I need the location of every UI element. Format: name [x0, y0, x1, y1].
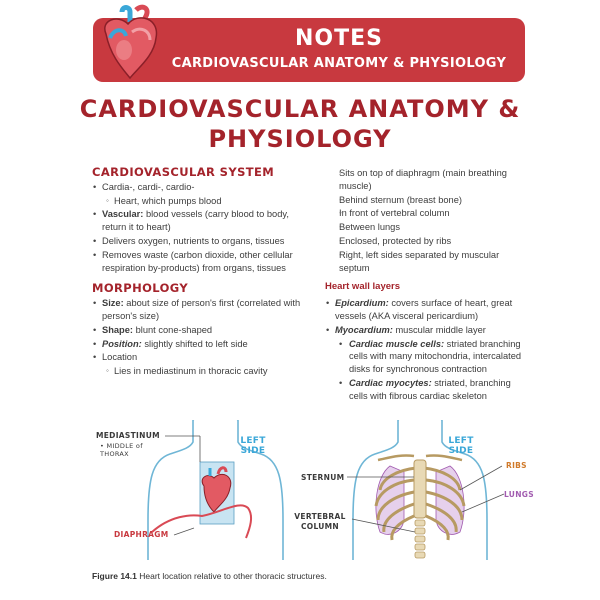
list-item-text: Sits on top of diaphragm (main breathing muscle) — [339, 168, 507, 191]
right-column — [325, 167, 525, 404]
lungs-label: LUNGS — [504, 490, 534, 499]
term: Vascular: — [102, 209, 144, 220]
page-title-line-2: PHYSIOLOGY — [208, 125, 392, 153]
list-item — [92, 338, 302, 351]
list-item — [92, 181, 302, 194]
list-item-text: Delivers oxygen, nutrients to organs, tissues — [102, 235, 285, 246]
banner-title: NOTES — [295, 26, 383, 51]
list-item-text: about size of person's first (correlated with person's size) — [102, 298, 301, 321]
term: Epicardium: — [335, 298, 389, 309]
left-side-label-2: LEFT SIDE — [448, 436, 474, 456]
list-item-text: Location — [102, 352, 138, 363]
list-item — [92, 249, 302, 275]
list-item — [335, 377, 525, 403]
list-item — [92, 324, 302, 337]
caption-number: Figure 14.1 — [92, 571, 137, 581]
sternum-label: STERNUM — [301, 473, 345, 482]
middle-of-thorax-label: • MIDDLE of THORAX — [100, 442, 143, 458]
cardiovascular-system-heading: CARDIOVASCULAR SYSTEM — [92, 165, 275, 179]
clavicles — [378, 455, 462, 460]
list-item-text: Enclosed, protected by ribs — [339, 235, 452, 246]
location-details-list — [325, 167, 525, 274]
list-item — [325, 221, 525, 234]
list-item-text: In front of vertebral column — [339, 208, 450, 219]
diaphragm-label: DIAPHRAGM — [114, 530, 169, 539]
sternum-bone — [414, 460, 426, 518]
term: Position: — [102, 338, 142, 349]
morphology-heading: MORPHOLOGY — [92, 281, 189, 296]
term: Cardiac myocytes: — [349, 377, 432, 388]
thorax-figure — [90, 420, 534, 560]
list-item — [92, 365, 302, 378]
heart-wall-layers-heading: Heart wall layers — [325, 281, 400, 293]
list-item-text: covers surface of heart, great vessels (AKA visceral pericardium) — [335, 298, 513, 321]
list-item-text: slightly shifted to left side — [141, 338, 248, 349]
list-item — [325, 249, 525, 275]
list-item-text: Heart, which pumps blood — [114, 195, 222, 206]
caption-text: Heart location relative to other thoracic structures. — [136, 571, 327, 581]
list-item-text: Right, left sides separated by muscular septum — [339, 249, 500, 273]
list-item — [325, 194, 525, 207]
term: Myocardium: — [335, 324, 393, 335]
list-item-text: Removes waste (carbon dioxide, other cellular respiration by-products) from organs, tissues — [102, 249, 293, 273]
list-item-text: Cardia-, cardi-, cardio- — [102, 181, 195, 192]
list-item — [325, 235, 525, 248]
list-item-text: striated branching cells with many mitochondria, intercalated disks for synchronous contraction — [349, 338, 522, 375]
vertebrae — [415, 520, 425, 558]
list-item-text: muscular middle layer — [392, 324, 486, 335]
list-item — [92, 297, 302, 323]
heart-icon — [96, 4, 168, 82]
list-item — [335, 338, 525, 376]
term: Shape: — [102, 324, 133, 335]
list-item — [92, 208, 302, 234]
list-item — [92, 235, 302, 248]
list-item-text: striated, branching cells with fibrous cardiac skeleton — [349, 377, 511, 401]
list-item-text: blood vessels (carry blood to body, return it to heart) — [102, 209, 289, 233]
term: Size: — [102, 298, 124, 309]
left-side-label-1: LEFT SIDE — [240, 436, 266, 456]
list-item — [325, 297, 525, 323]
list-item — [325, 167, 525, 193]
left-column — [92, 166, 302, 379]
page-title-line-1: CARDIOVASCULAR ANATOMY & — [79, 95, 521, 123]
list-item-text: Between lungs — [339, 222, 400, 233]
morphology-list — [92, 297, 302, 378]
banner-subtitle: CARDIOVASCULAR ANATOMY & PHYSIOLOGY — [171, 56, 507, 71]
page-title — [0, 94, 600, 154]
list-item — [92, 351, 302, 364]
list-item-text: blunt cone-shaped — [133, 324, 213, 335]
heart-wall-layers-list — [325, 297, 525, 402]
cardiovascular-system-list — [92, 181, 302, 275]
list-item — [92, 195, 302, 208]
ribs-label: RIBS — [506, 461, 527, 470]
term: Cardiac muscle cells: — [349, 338, 445, 349]
list-item — [325, 324, 525, 337]
vertebral-column-label: VERTEBRAL COLUMN — [294, 512, 346, 531]
list-item-text: Behind sternum (breast bone) — [339, 194, 462, 205]
figure-caption — [92, 571, 327, 581]
list-item — [325, 207, 525, 220]
list-item-text: Lies in mediastinum in thoracic cavity — [114, 366, 268, 377]
mediastinum-label: MEDIASTINUM — [96, 431, 160, 440]
